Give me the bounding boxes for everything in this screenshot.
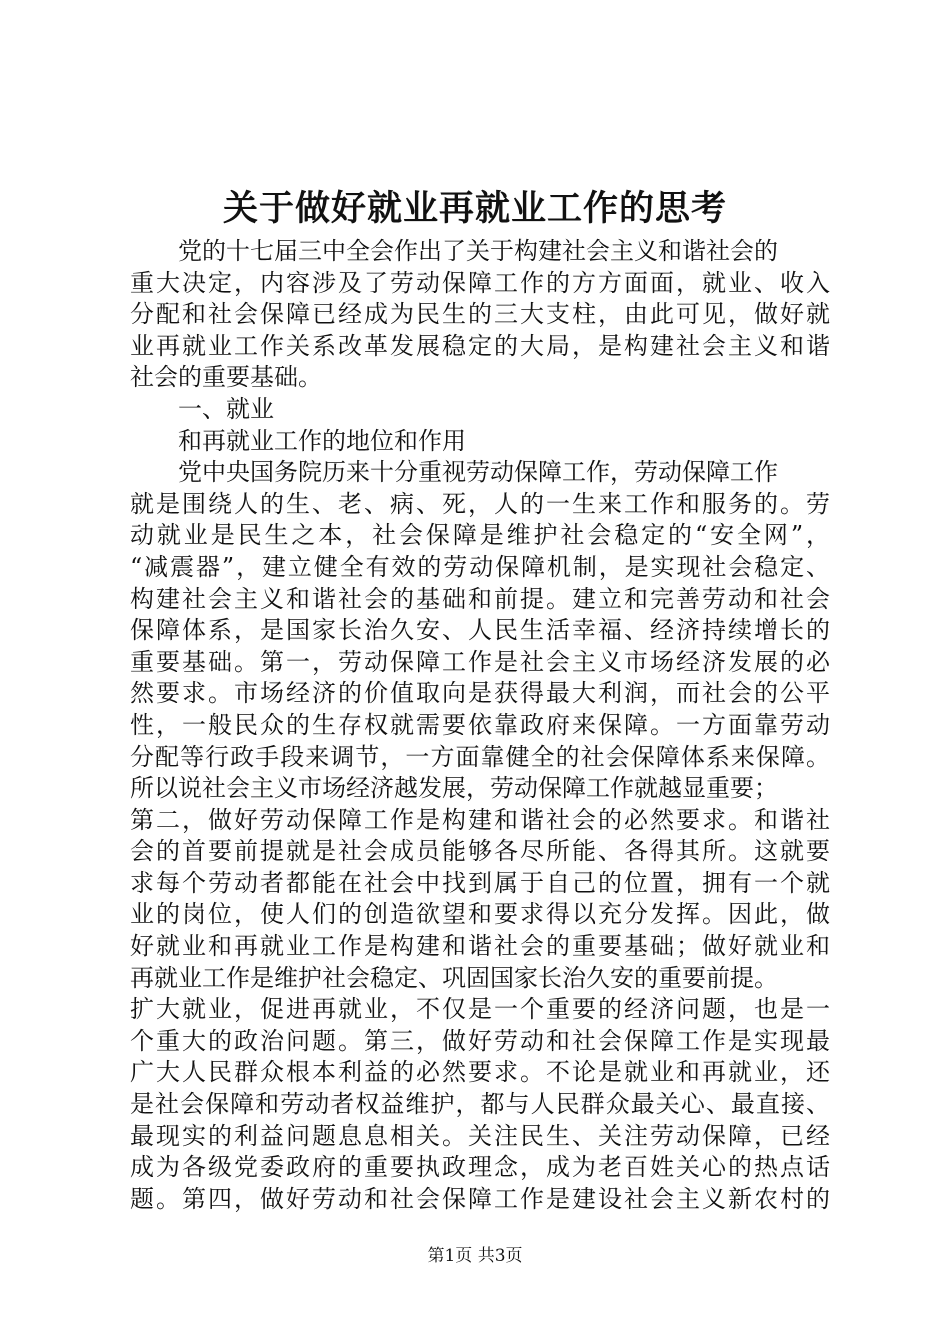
paragraph-line: 题。第四，做好劳动和社会保障工作是建设社会主义新农村的 [130,1184,830,1213]
paragraph-line: 业的岗位，使人们的创造欲望和要求得以充分发挥。因此，做 [130,900,830,929]
paragraph-line: 成为各级党委政府的重要执政理念，成为老百姓关心的热点话 [130,1153,830,1182]
section-heading: 一、就业 [178,394,274,423]
paragraph-line: 重大决定，内容涉及了劳动保障工作的方方面面，就业、收入 [130,268,830,297]
paragraph-line: 广大人民群众根本利益的必然要求。不论是就业和再就业，还 [130,1058,830,1087]
paragraph-line: 分配和社会保障已经成为民生的三大支柱，由此可见，做好就 [130,300,830,329]
paragraph-line: 党中央国务院历来十分重视劳动保障工作，劳动保障工作 [178,458,778,487]
document-body [130,236,830,1215]
document-title: 关于做好就业再就业工作的思考 [222,188,727,229]
paragraph-line: 构建社会主义和谐社会的基础和前提。建立和完善劳动和社会 [130,584,830,613]
paragraph-line: 然要求。市场经济的价值取向是获得最大利润，而社会的公平 [130,679,830,708]
paragraph-line: 动就业是民生之本，社会保障是维护社会稳定的“安全网”， [130,521,830,550]
paragraph-line: 分配等行政手段来调节，一方面靠健全的社会保障体系来保障。 [130,742,830,771]
paragraph-line: 求每个劳动者都能在社会中找到属于自己的位置，拥有一个就 [130,868,830,897]
paragraph-line: 社会的重要基础。 [130,363,322,392]
page-footer: 第1页 共3页 [427,1246,523,1266]
section-heading-continued: 和再就业工作的地位和作用 [178,426,466,455]
paragraph-line: 再就业工作是维护社会稳定、巩固国家长治久安的重要前提。 [130,963,778,992]
paragraph-line: 保障体系，是国家长治久安、人民生活幸福、经济持续增长的 [130,616,830,645]
paragraph-line: 扩大就业，促进再就业，不仅是一个重要的经济问题，也是一 [130,995,830,1024]
paragraph-line: 性，一般民众的生存权就需要依靠政府来保障。一方面靠劳动 [130,710,830,739]
paragraph-line: 会的首要前提就是社会成员能够各尽所能、各得其所。这就要 [130,837,830,866]
paragraph-line: 是社会保障和劳动者权益维护，都与人民群众最关心、最直接、 [130,1090,830,1119]
paragraph-line: 第二，做好劳动保障工作是构建和谐社会的必然要求。和谐社 [130,805,830,834]
paragraph-line: 好就业和再就业工作是构建和谐社会的重要基础；做好就业和 [130,932,830,961]
paragraph-line: “减震器”，建立健全有效的劳动保障机制，是实现社会稳定、 [130,552,830,581]
paragraph-line: 最现实的利益问题息息相关。关注民生、关注劳动保障，已经 [130,1121,830,1150]
paragraph-line: 个重大的政治问题。第三，做好劳动和社会保障工作是实现最 [130,1026,830,1055]
paragraph-line: 所以说社会主义市场经济越发展，劳动保障工作就越显重要； [130,774,778,803]
paragraph-line: 业再就业工作关系改革发展稳定的大局，是构建社会主义和谐 [130,331,830,360]
paragraph-line: 就是围绕人的生、老、病、死，人的一生来工作和服务的。劳 [130,489,830,518]
paragraph-line: 党的十七届三中全会作出了关于构建社会主义和谐社会的 [178,237,778,265]
paragraph-line: 重要基础。第一，劳动保障工作是社会主义市场经济发展的必 [130,647,830,676]
